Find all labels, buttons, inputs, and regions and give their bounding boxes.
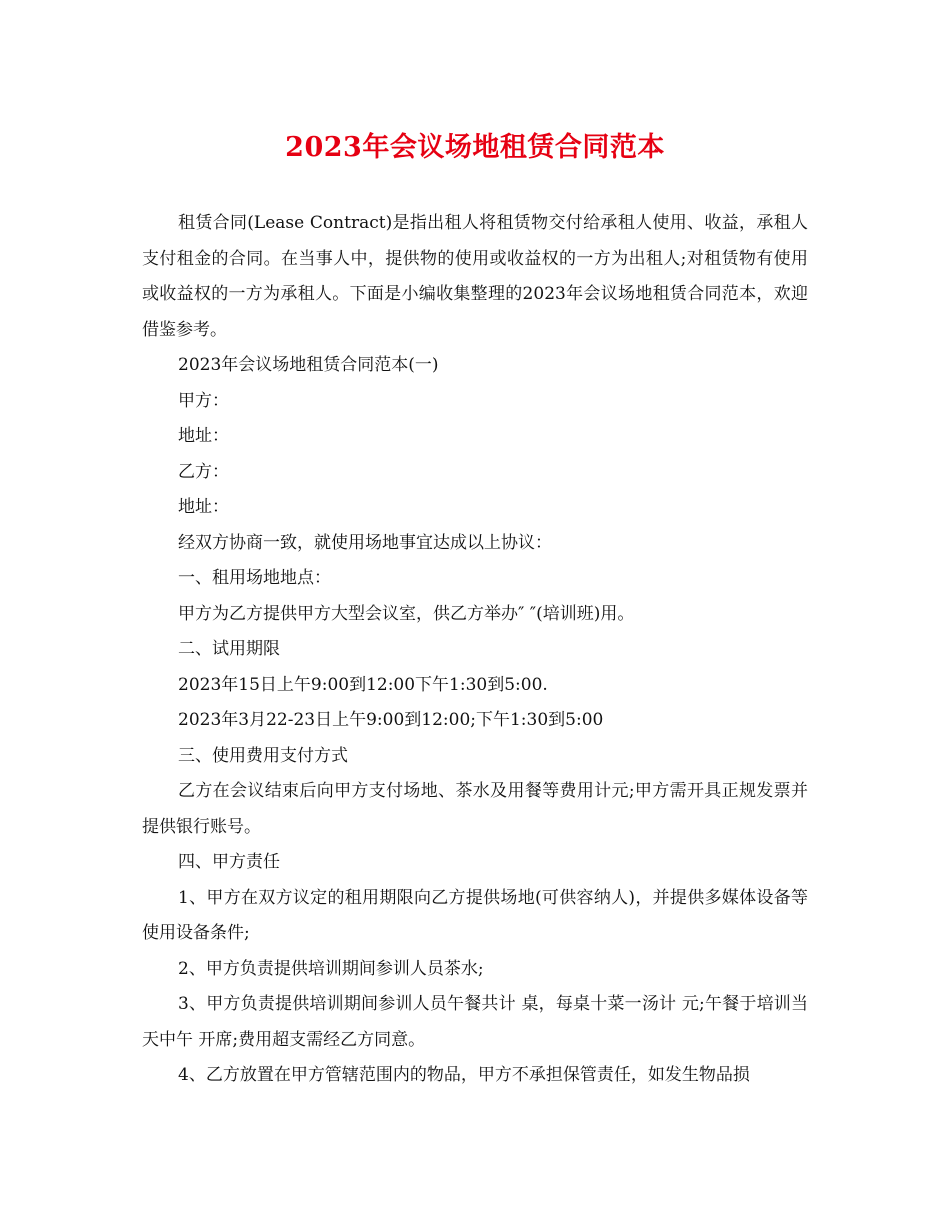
intro-paragraph: 租赁合同(Lease Contract)是指出租人将租赁物交付给承租人使用、收益，承租人支付租金的合同。在当事人中，提供物的使用或收益权的一方为出租人;对租赁物有使用或收益权的一方为承租人。下面是小编收集整理的2023年会议场地租赁合同范本，欢迎借鉴参考。 [142, 213, 808, 340]
party-a-label: 甲方： [178, 390, 229, 411]
clause-heading: 三、使用费用支付方式 [178, 745, 348, 766]
agreement-paragraph: 经双方协商一致，就使用场地事宜达成以上协议： [178, 532, 552, 553]
clause-paragraph: 4、乙方放置在甲方管辖范围内的物品，甲方不承担保管责任，如发生物品损 [178, 1065, 750, 1085]
party-b-label: 乙方： [178, 461, 229, 482]
clause-paragraph: 2023年15日上午9:00到12:00下午1:30到5:00. [178, 674, 548, 695]
party-b-address-label: 地址： [178, 497, 229, 517]
clause-heading: 四、甲方责任 [178, 852, 280, 872]
document-title: 2023年会议场地租赁合同范本 [285, 132, 665, 163]
section-heading: 2023年会议场地租赁合同范本(一) [178, 355, 439, 375]
clause-heading: 一、租用场地地点： [178, 568, 331, 588]
clause-paragraph: 2、甲方负责提供培训期间参训人员茶水; [178, 958, 484, 979]
party-a-address-label: 地址： [178, 426, 229, 446]
clause-paragraph: 乙方在会议结束后向甲方支付场地、茶水及用餐等费用计元;甲方需开具正规发票并提供银行账号。 [142, 781, 808, 837]
clause-paragraph: 3、甲方负责提供培训期间参训人员午餐共计 桌，每桌十菜一汤计 元;午餐于培训当天中午 开席;费用超支需经乙方同意。 [142, 994, 808, 1050]
clause-paragraph: 甲方为乙方提供甲方大型会议室，供乙方举办″ ″(培训班)用。 [178, 603, 635, 624]
clause-paragraph: 1、甲方在双方议定的租用期限向乙方提供场地(可供容纳人)，并提供多媒体设备等使用设备条件; [142, 887, 808, 943]
clause-heading: 二、试用期限 [178, 639, 280, 659]
clause-paragraph: 2023年3月22-23日上午9:00到12:00;下午1:30到5:00 [178, 710, 604, 730]
document-body [142, 206, 808, 1094]
